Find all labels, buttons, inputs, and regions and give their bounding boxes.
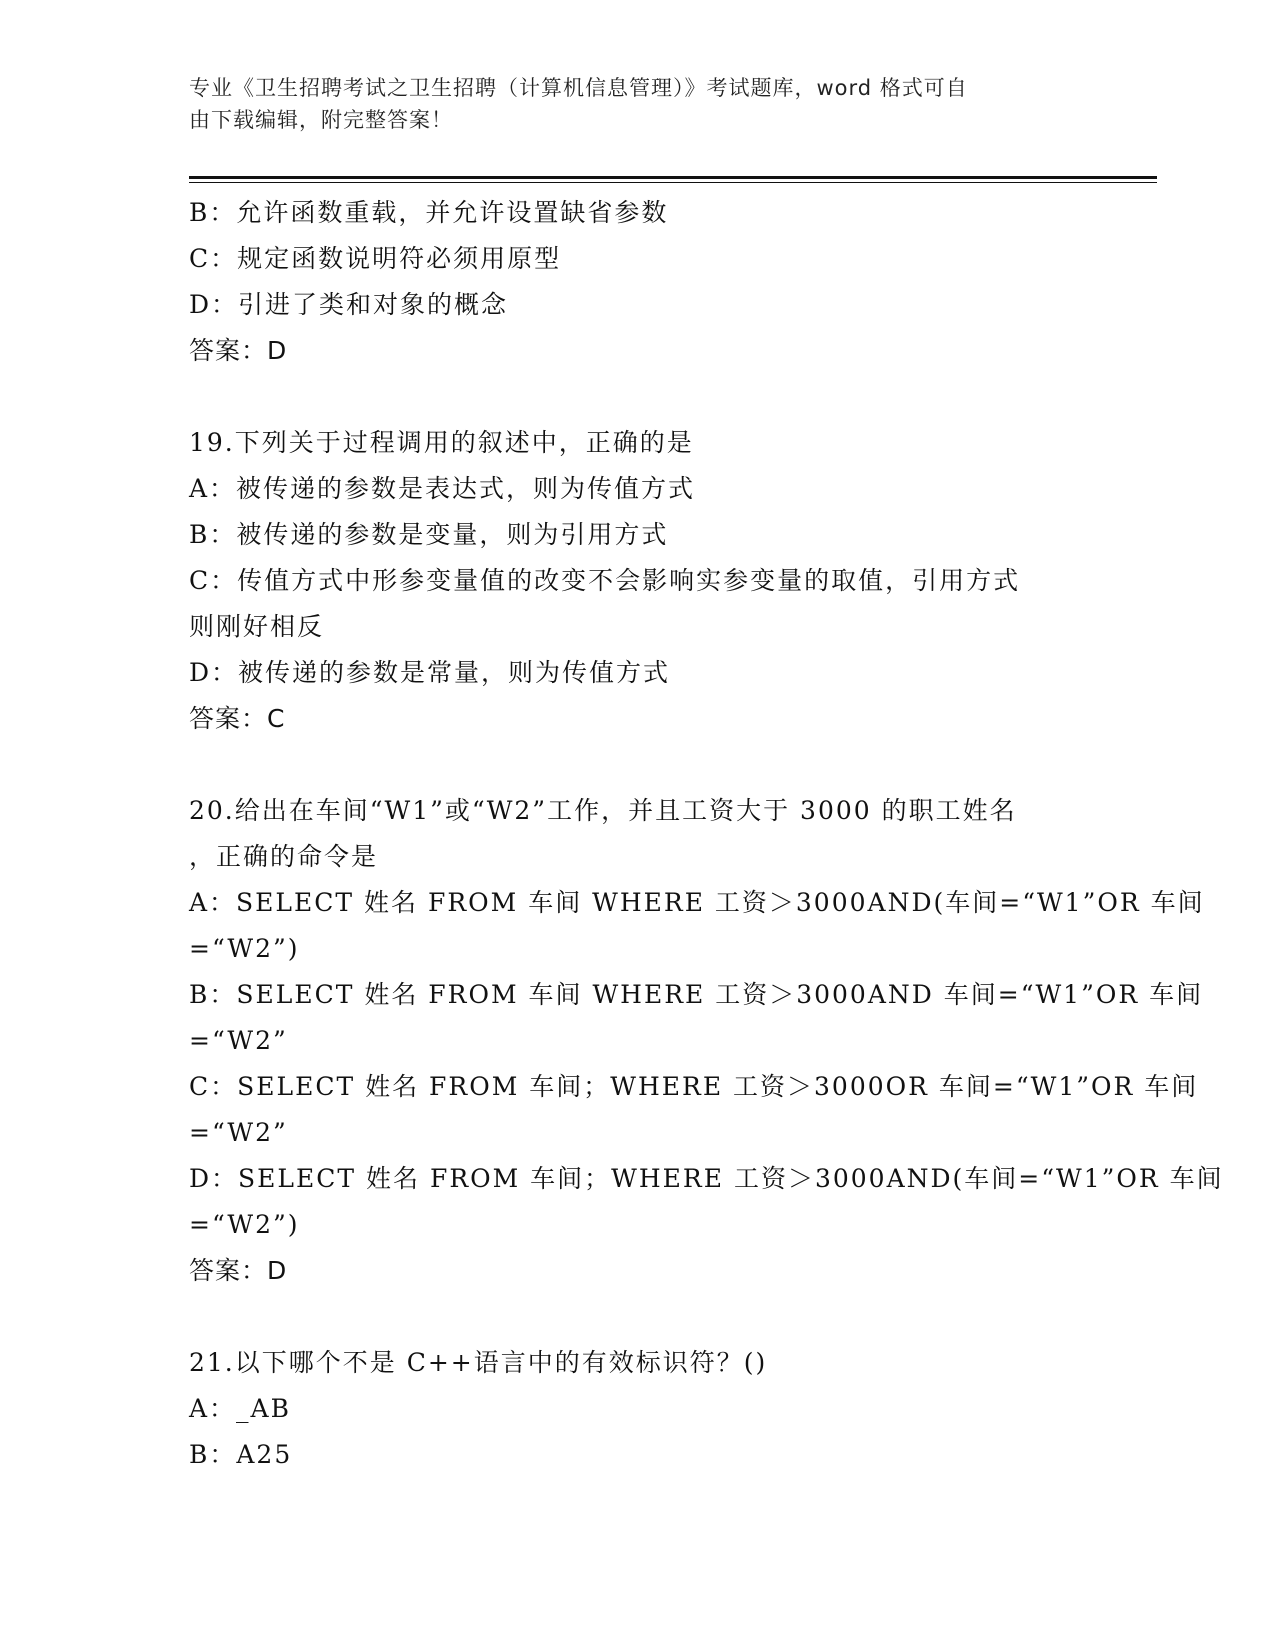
q20-question-line2: ，正确的命令是: [189, 842, 379, 871]
q20-option-a-line1: A：SELECT 姓名 FROM 车间 WHERE 工资＞3000AND(车间=“W1”OR 车间: [189, 888, 1205, 917]
q19-question: 19.下列关于过程调用的叙述中，正确的是: [189, 428, 694, 457]
header-line-2: 由下载编辑，附完整答案！: [189, 108, 453, 132]
q19-option-c-line1: C：传值方式中形参变量值的改变不会影响实参变量的取值，引用方式: [189, 566, 1021, 595]
q18-answer: 答案：D: [189, 336, 288, 365]
document-header: [189, 72, 1089, 136]
header-rule-thick: [189, 176, 1157, 179]
q18-option-d: D：引进了类和对象的概念: [189, 290, 509, 319]
q19-answer: 答案：C: [189, 704, 286, 733]
q20-option-c-line1: C：SELECT 姓名 FROM 车间；WHERE 工资＞3000OR 车间=“W1”OR 车间: [189, 1072, 1199, 1101]
q21-option-b: B：A25: [189, 1440, 293, 1469]
header-rule-thin: [189, 182, 1157, 183]
q19-option-b: B：被传递的参数是变量，则为引用方式: [189, 520, 669, 549]
q20-option-a-line2: =“W2”): [189, 934, 300, 963]
q19-option-a: A：被传递的参数是表达式，则为传值方式: [189, 474, 696, 503]
q18-option-c: C：规定函数说明符必须用原型: [189, 244, 562, 273]
q21-question: 21.以下哪个不是 C++语言中的有效标识符？(): [189, 1348, 768, 1377]
q20-option-d-line2: =“W2”): [189, 1210, 300, 1239]
header-line-1: 专业《卫生招聘考试之卫生招聘（计算机信息管理）》考试题库，word 格式可自: [189, 76, 968, 100]
q20-option-b-line2: =“W2”: [189, 1026, 288, 1055]
q19-option-c-line2: 则刚好相反: [189, 612, 325, 641]
q20-question-line1: 20.给出在车间“W1”或“W2”工作，并且工资大于 3000 的职工姓名: [189, 796, 1017, 825]
q18-option-b: B：允许函数重载，并允许设置缺省参数: [189, 198, 669, 227]
q20-option-c-line2: =“W2”: [189, 1118, 288, 1147]
spacer: [189, 374, 1089, 420]
q20-option-b-line1: B：SELECT 姓名 FROM 车间 WHERE 工资＞3000AND 车间=“W1”OR 车间: [189, 980, 1204, 1009]
q19-option-d: D：被传递的参数是常量，则为传值方式: [189, 658, 671, 687]
q21-option-a: A：_AB: [189, 1394, 291, 1423]
q20-answer: 答案：D: [189, 1256, 288, 1285]
document-body: [189, 190, 1224, 1478]
spacer: [189, 1294, 1089, 1340]
q20-option-d-line1: D：SELECT 姓名 FROM 车间；WHERE 工资＞3000AND(车间=“W1”OR 车间: [189, 1164, 1224, 1193]
spacer: [189, 742, 1089, 788]
